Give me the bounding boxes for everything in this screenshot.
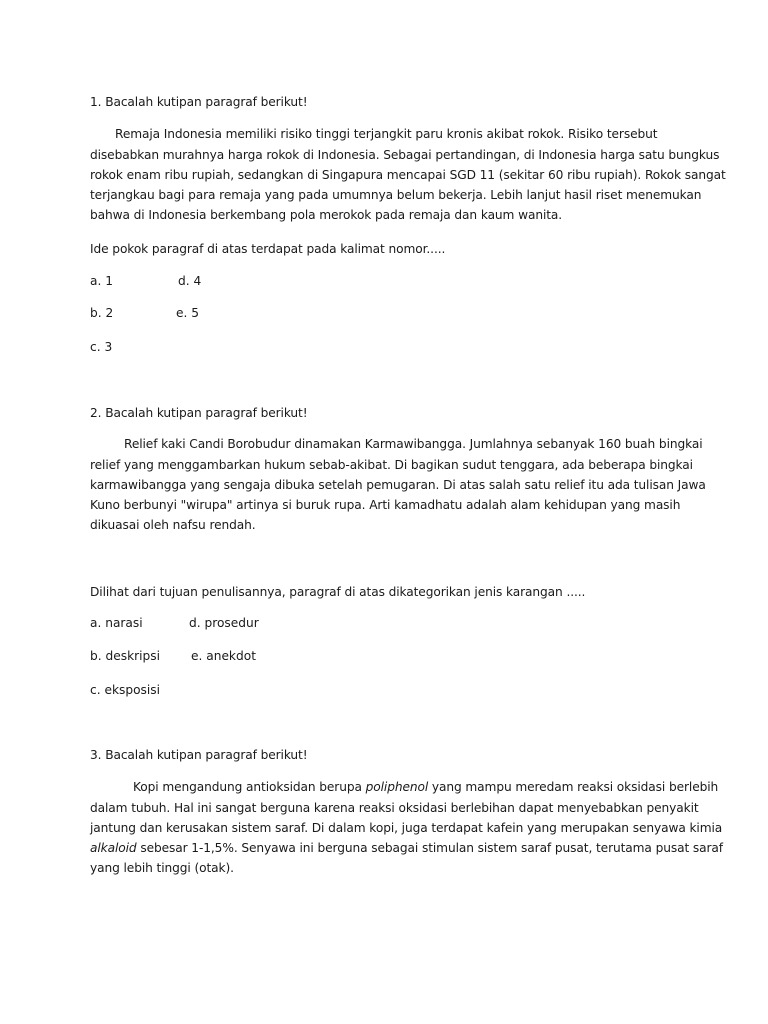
q3-heading: 3. Bacalah kutipan paragraf berikut! <box>90 748 308 762</box>
q1-paragraph-line-3: rokok enam ribu rupiah, sedangkan di Singapura mencapai SGD 11 (sekitar 60 ribu rupiah). Rokok sangat <box>90 168 726 182</box>
q3-paragraph-line-3: jantung dan kerusakan sistem saraf. Di dalam kopi, juga terdapat kafein yang merupakan senyawa kimia <box>90 821 723 835</box>
q2-paragraph-line-4: Kuno berbunyi "wirupa" artinya si buruk rupa. Arti kamadhatu adalah alam kehidupan yang masih <box>90 498 681 512</box>
q2-heading: 2. Bacalah kutipan paragraf berikut! <box>90 406 308 420</box>
q1-heading: 1. Bacalah kutipan paragraf berikut! <box>90 95 308 109</box>
q1-option-e: e. 5 <box>176 306 200 320</box>
q3-paragraph-line-2: dalam tubuh. Hal ini sangat berguna karena reaksi oksidasi berlebihan dapat menyebabkan penyakit <box>90 801 699 815</box>
q2-question: Dilihat dari tujuan penulisannya, paragraf di atas dikategorikan jenis karangan ..... <box>90 585 586 599</box>
q2-paragraph-line-2: relief yang menggambarkan hukum sebab-akibat. Di bagikan sudut tenggara, ada beberapa bingkai <box>90 458 693 472</box>
q1-paragraph-line-4: terjangkau bagi para remaja yang pada umumnya belum bekerja. Lebih lanjut hasil riset menemukan <box>90 188 702 202</box>
q1-paragraph-line-1: Remaja Indonesia memiliki risiko tinggi terjangkit paru kronis akibat rokok. Risiko tersebut <box>115 127 658 141</box>
q1-option-a: a. 1 <box>90 274 113 288</box>
q1-paragraph-line-2: disebabkan murahnya harga rokok di Indonesia. Sebagai pertandingan, di Indonesia harga satu bungkus <box>90 148 720 162</box>
q2-option-e: e. anekdot <box>191 649 256 663</box>
q3-line1-text-end: yang mampu meredam reaksi oksidasi berlebih <box>428 780 719 794</box>
q2-option-d: d. prosedur <box>189 616 259 630</box>
q1-option-d: d. 4 <box>178 274 202 288</box>
q2-paragraph-line-5: dikuasai oleh nafsu rendah. <box>90 518 256 532</box>
q2-paragraph-line-3: karmawibangga yang sengaja dibuka setelah pemugaran. Di atas salah satu relief itu ada tulisan Jawa <box>90 478 706 492</box>
q2-option-a: a. narasi <box>90 616 143 630</box>
q2-option-b: b. deskripsi <box>90 649 160 663</box>
q1-paragraph-line-5: bahwa di Indonesia berkembang pola merokok pada remaja dan kaum wanita. <box>90 208 563 222</box>
q1-option-b: b. 2 <box>90 306 114 320</box>
q3-line1-italic-term: poliphenol <box>365 780 429 794</box>
q3-paragraph-line-4 <box>90 838 723 858</box>
q2-paragraph-line-1: Relief kaki Candi Borobudur dinamakan Karmawibangga. Jumlahnya sebanyak 160 buah bingkai <box>124 437 703 451</box>
q3-line4-text: sebesar 1-1,5%. Senyawa ini berguna sebagai stimulan sistem saraf pusat, terutama pusat saraf <box>136 841 723 855</box>
q3-line4-italic-term: alkaloid <box>90 841 137 855</box>
q1-option-c: c. 3 <box>90 340 113 354</box>
q2-option-c: c. eksposisi <box>90 683 161 697</box>
q1-question: Ide pokok paragraf di atas terdapat pada kalimat nomor..... <box>90 242 446 256</box>
q3-line1-text: Kopi mengandung antioksidan berupa <box>133 780 366 794</box>
q3-paragraph-line-1 <box>133 777 718 797</box>
q3-paragraph-line-5: yang lebih tinggi (otak). <box>90 861 234 875</box>
